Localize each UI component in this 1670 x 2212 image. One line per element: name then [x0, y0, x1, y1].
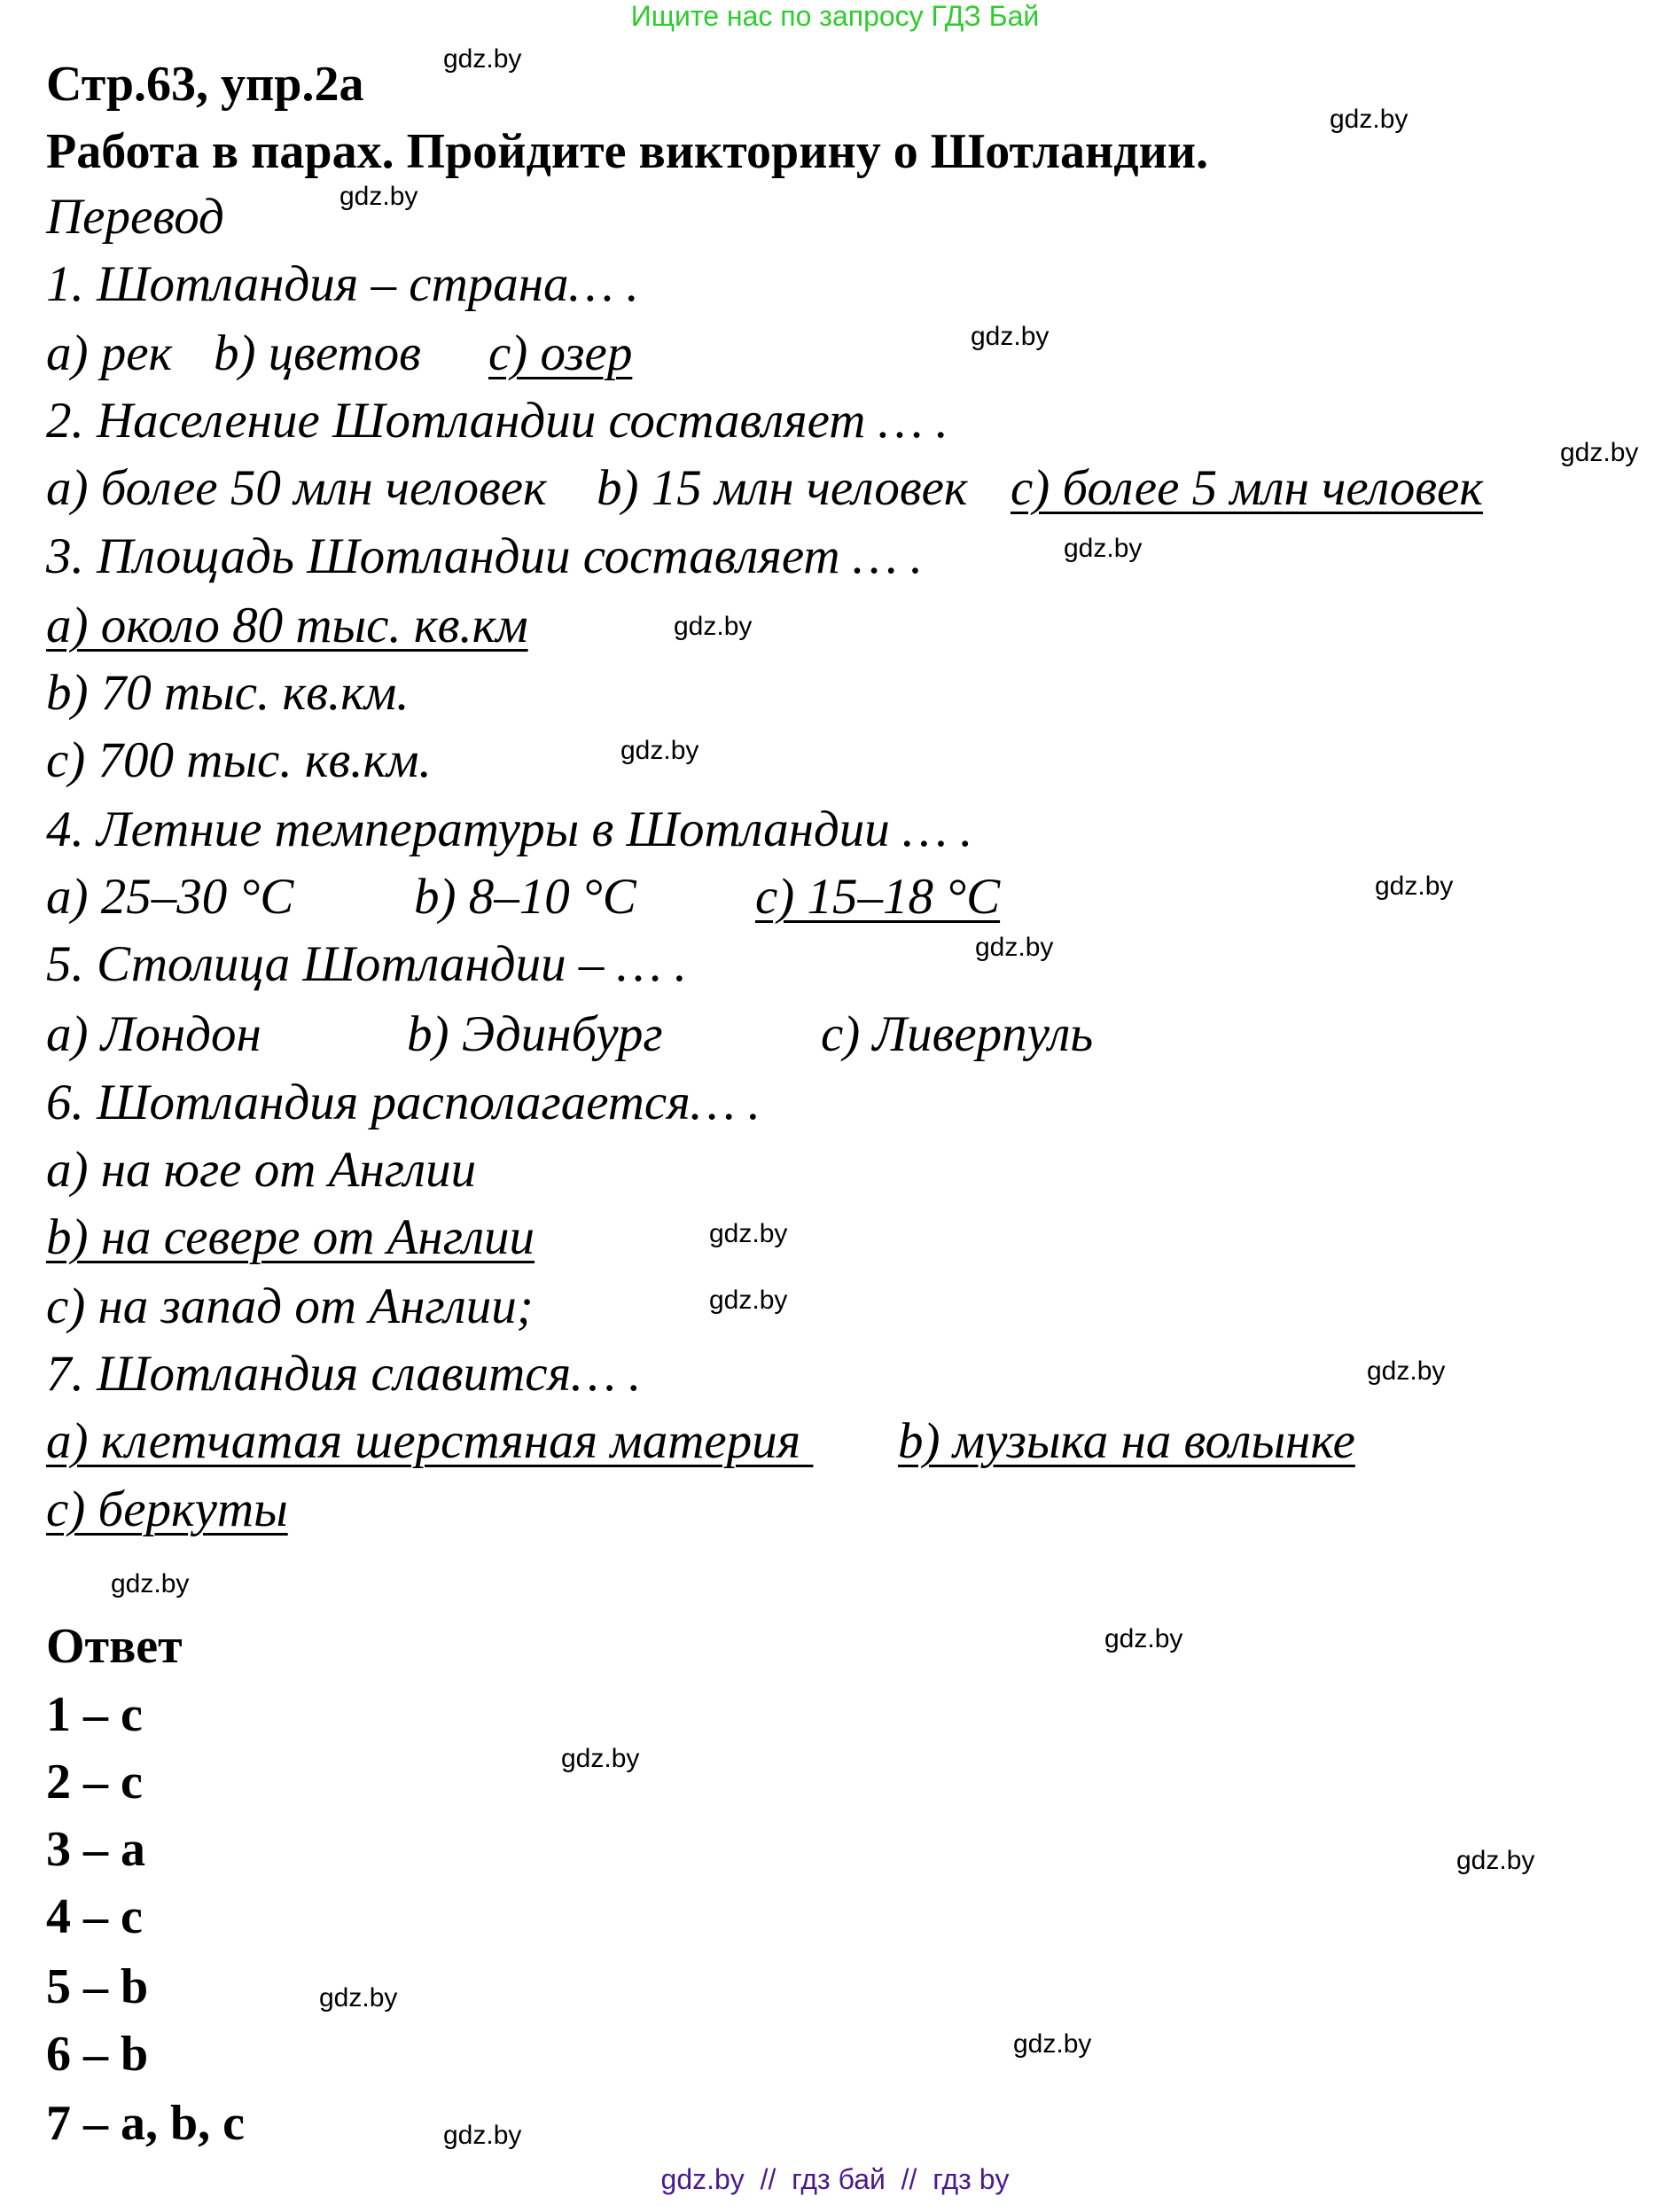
watermark: gdz.by [620, 736, 699, 765]
watermark: gdz.by [1330, 105, 1409, 134]
q4-option-c: c) 15–18 °C [755, 869, 1001, 925]
q7-option-b: b) музыка на волынке [898, 1413, 1355, 1469]
footer-links: gdz.by // гдз бай // гдз by [660, 2163, 1010, 2195]
q3-option-a: a) около 80 тыс. кв.км [46, 598, 528, 653]
watermark: gdz.by [1375, 872, 1454, 901]
answer-3: 3 – a [46, 1822, 145, 1877]
q3-option-c: c) 700 тыс. кв.км. [46, 732, 432, 788]
answer-label: Ответ [46, 1619, 183, 1674]
q1-option-b: b) цветов [214, 325, 421, 381]
watermark: gdz.by [709, 1286, 788, 1315]
q6-option-c: c) на запад от Англии; [46, 1278, 534, 1334]
answer-4: 4 – c [46, 1889, 143, 1944]
q4-option-b: b) 8–10 °C [414, 869, 636, 925]
watermark: gdz.by [443, 44, 522, 74]
watermark: gdz.by [1456, 1846, 1535, 1875]
q2-option-c: c) более 5 млн человек [1011, 460, 1483, 516]
question-7: 7. Шотландия славится… . [46, 1346, 642, 1402]
watermark: gdz.by [1367, 1356, 1446, 1386]
q5-option-b: b) Эдинбург [407, 1006, 663, 1062]
translation-label: Перевод [46, 189, 224, 245]
q6-option-a: a) на юге от Англии [46, 1142, 477, 1198]
answer-5: 5 – b [46, 1959, 149, 2014]
watermark: gdz.by [1013, 2029, 1092, 2059]
answer-1: 1 – c [46, 1687, 143, 1742]
q1-option-c: c) озер [488, 325, 633, 381]
watermark: gdz.by [971, 322, 1050, 351]
page-title: Стр.63, упр.2а [46, 57, 364, 112]
q5-option-c: c) Ливерпуль [821, 1006, 1094, 1062]
answer-7: 7 – a, b, c [46, 2096, 245, 2151]
watermark: gdz.by [709, 1219, 788, 1248]
question-6: 6. Шотландия располагается… . [46, 1075, 761, 1130]
search-banner: Ищите нас по запросу ГДЗ Бай [630, 0, 1040, 32]
question-4: 4. Летние температуры в Шотландии … . [46, 801, 973, 857]
q5-option-a: a) Лондон [46, 1006, 261, 1062]
watermark: gdz.by [1560, 438, 1639, 467]
question-2: 2. Население Шотландии составляет … . [46, 393, 948, 449]
question-1: 1. Шотландия – страна… . [46, 256, 639, 312]
watermark: gdz.by [319, 1983, 398, 2013]
q7-option-c: c) беркуты [46, 1481, 288, 1537]
question-3: 3. Площадь Шотландии составляет … . [46, 528, 923, 584]
task-heading: Работа в парах. Пройдите викторину о Шотландии. [46, 124, 1209, 179]
answer-2: 2 – c [46, 1755, 143, 1809]
watermark: gdz.by [561, 1744, 640, 1773]
watermark: gdz.by [674, 612, 753, 641]
answer-6: 6 – b [46, 2027, 149, 2082]
q6-option-b: b) на севере от Англии [46, 1209, 535, 1265]
q7-option-a: a) клетчатая шерстяная материя [46, 1413, 814, 1469]
watermark: gdz.by [975, 933, 1054, 962]
watermark: gdz.by [1104, 1624, 1183, 1653]
q3-option-b: b) 70 тыс. кв.км. [46, 665, 410, 721]
q2-option-b: b) 15 млн человек [597, 460, 968, 516]
watermark: gdz.by [339, 182, 418, 211]
q2-option-a: a) более 50 млн человек [46, 460, 547, 516]
watermark: gdz.by [111, 1569, 190, 1598]
watermark: gdz.by [1064, 534, 1143, 563]
question-5: 5. Столица Шотландии – … . [46, 936, 687, 992]
q1-option-a: a) рек [46, 325, 173, 381]
q4-option-a: a) 25–30 °C [46, 869, 294, 925]
watermark: gdz.by [443, 2121, 522, 2150]
